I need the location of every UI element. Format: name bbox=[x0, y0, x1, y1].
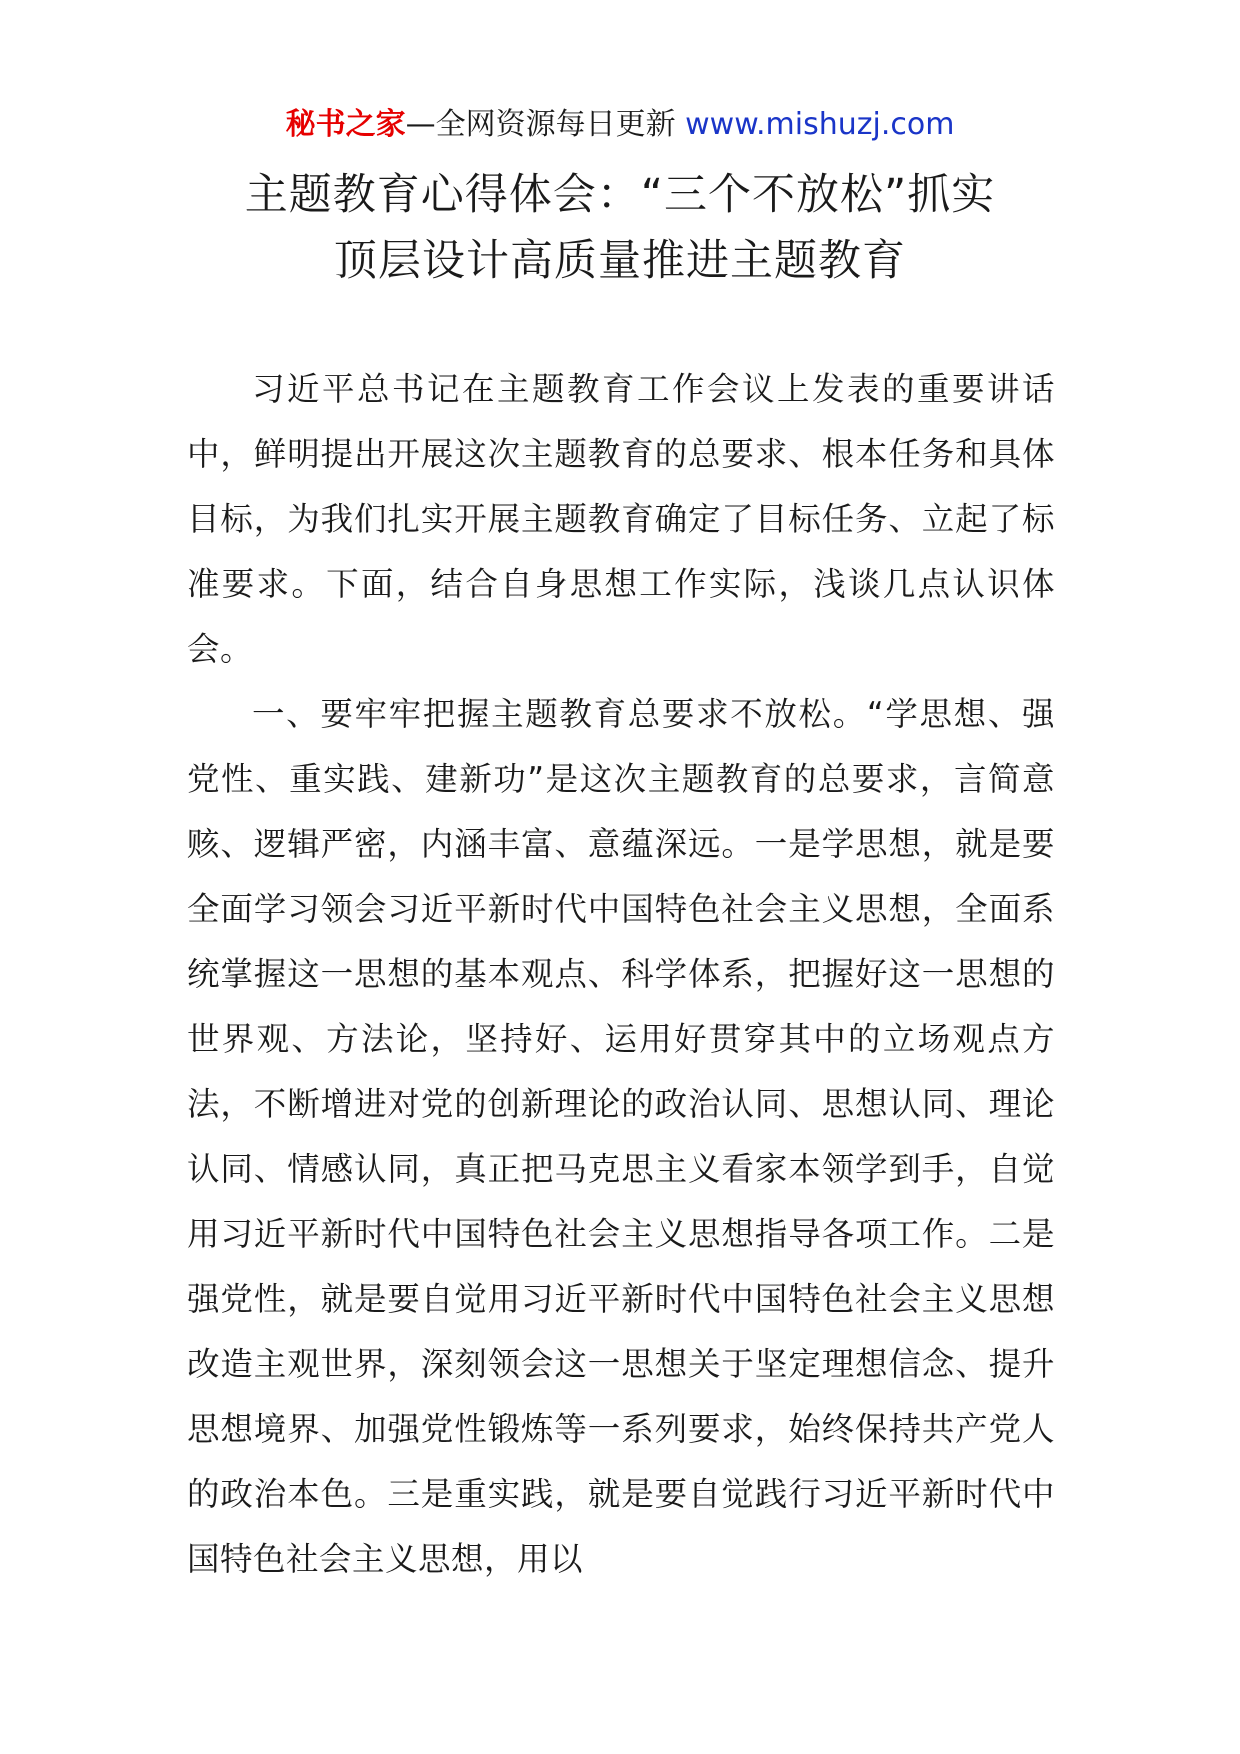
header-tagline: —全网资源每日更新 bbox=[405, 107, 686, 142]
site-url-link[interactable]: www.mishuzj.com bbox=[685, 107, 955, 142]
paragraph-intro: 习近平总书记在主题教育工作会议上发表的重要讲话中，鲜明提出开展这次主题教育的总要求、根本任务和具体目标，为我们扎实开展主题教育确定了目标任务、立起了标准要求。下面，结合自身思想工作实际，浅谈几点认识体会。 bbox=[187, 370, 1055, 668]
site-header bbox=[0, 100, 1240, 150]
document-body bbox=[187, 357, 1055, 1592]
brand-name: 秘书之家 bbox=[285, 107, 406, 142]
title-line-1: 主题教育心得体会：“三个不放松”抓实 bbox=[244, 170, 996, 220]
title-line-2: 顶层设计高质量推进主题教育 bbox=[334, 236, 906, 286]
paragraph-section-1: 一、要牢牢把握主题教育总要求不放松。“学思想、强党性、重实践、建新功”是这次主题教育的总要求，言简意赅、逻辑严密，内涵丰富、意蕴深远。一是学思想，就是要全面学习领会习近平新时代中国特色社会主义思想，全面系统掌握这一思想的基本观点、科学体系，把握好这一思想的世界观、方法论，坚持好、运用好贯穿其中的立场观点方法，不断增进对党的创新理论的政治认同、思想认同、理论认同、情感认同，真正把马克思主义看家本领学到手，自觉用习近平新时代中国特色社会主义思想指导各项工作。二是强党性，就是要自觉用习近平新时代中国特色社会主义思想改造主观世界，深刻领会这一思想关于坚定理想信念、提升思想境界、加强党性锻炼等一系列要求，始终保持共产党人的政治本色。三是重实践，就是要自觉践行习近平新时代中国特色社会主义思想，用以 bbox=[187, 695, 1055, 1578]
document-title bbox=[150, 162, 1090, 294]
